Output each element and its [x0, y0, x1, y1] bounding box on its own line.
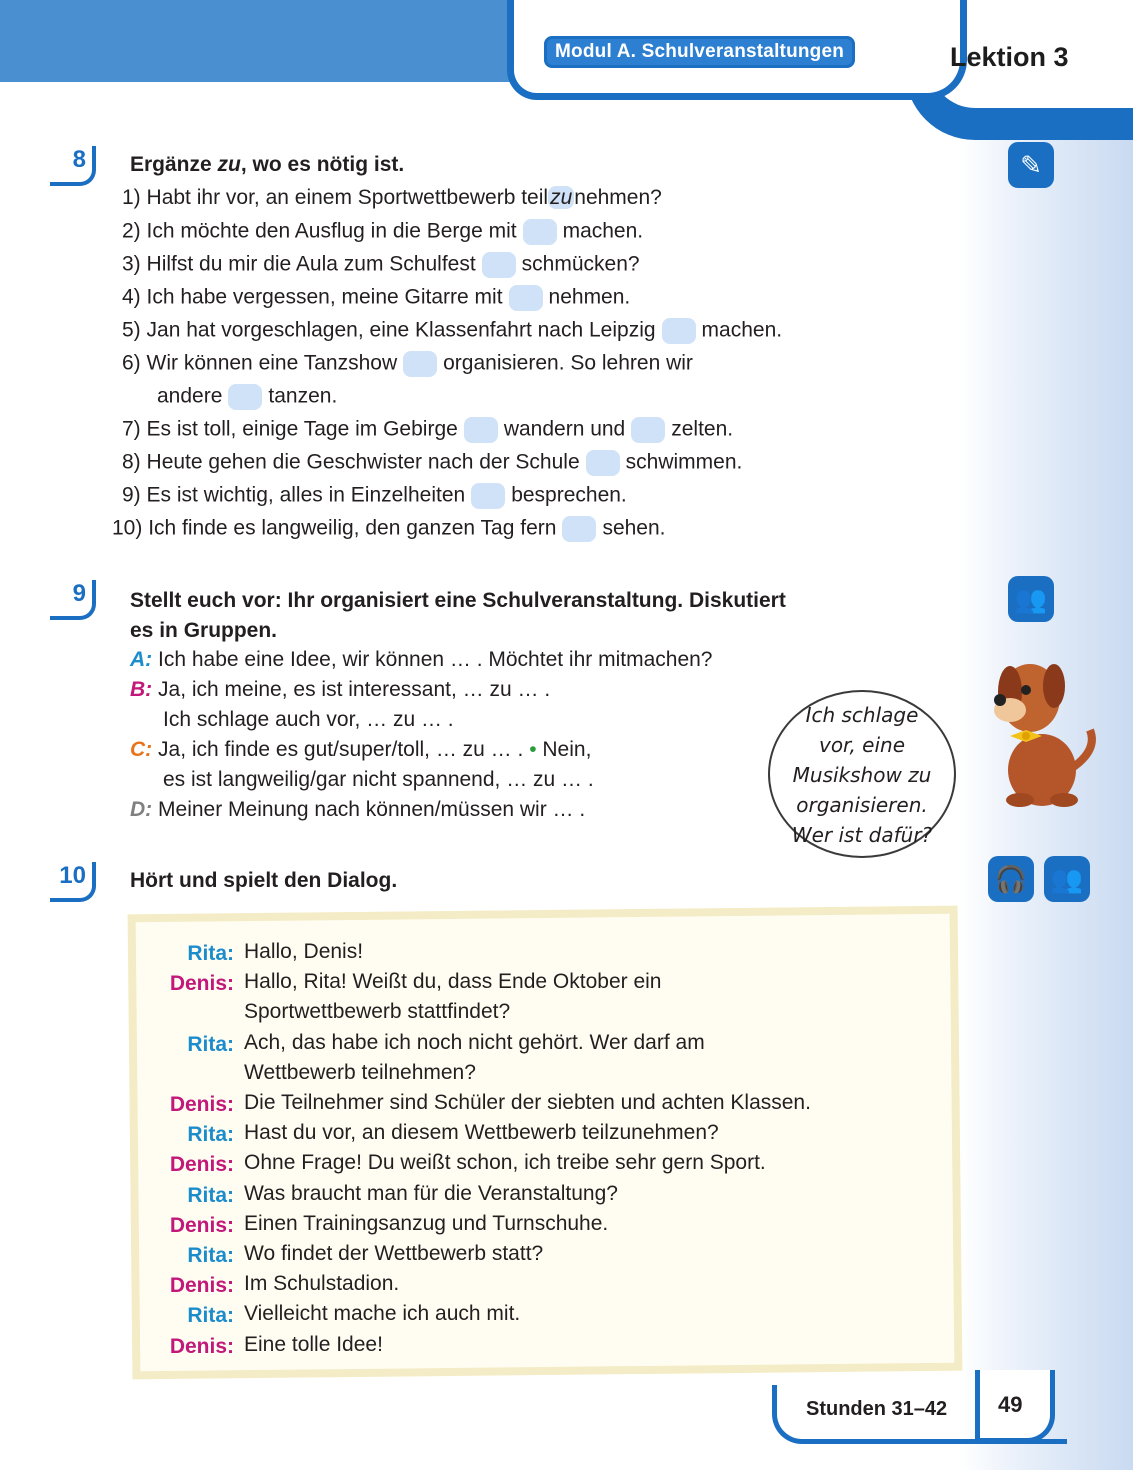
phrase-text: Nein,	[542, 738, 592, 761]
dialog-speaker: Denis:	[169, 1274, 234, 1298]
exercise-8-item	[122, 219, 643, 245]
phrase-text: Ja, ich meine, es ist interessant, … zu … .	[158, 678, 551, 701]
headphones-icon: 🎧	[988, 856, 1034, 902]
dialog-text: Eine tolle Idee!	[244, 1332, 383, 1356]
item-number: 5)	[122, 318, 141, 342]
exercise-8-number: 8	[50, 146, 96, 186]
answer-blank	[464, 417, 498, 443]
item-text: machen.	[562, 219, 644, 243]
page-number: 49	[998, 1392, 1023, 1417]
dialog-speaker: Denis:	[169, 1334, 234, 1358]
exercise-8-item	[157, 384, 337, 410]
item-number: 1)	[122, 186, 141, 209]
dialog-text: Hallo, Denis!	[244, 940, 364, 963]
exercise-8-item	[122, 186, 662, 210]
dialog-speaker: Rita:	[187, 942, 234, 965]
bubble-line: organisieren.	[796, 793, 928, 817]
dialog-speaker: Denis:	[169, 1213, 234, 1237]
speaker-label: C:	[130, 738, 153, 761]
item-text: Ich finde es langweilig, den ganzen Tag fern	[148, 516, 557, 540]
exercise-8-title-italic: zu	[217, 153, 241, 176]
item-number: 3)	[122, 252, 141, 276]
exercise-8-item	[122, 417, 733, 443]
item-text: Heute gehen die Geschwister nach der Schule	[146, 450, 580, 474]
exercise-9-phrase	[130, 678, 550, 702]
speaker-label: A:	[130, 648, 153, 671]
bubble-line: Musikshow zu	[792, 763, 932, 787]
dialog-speaker: Denis:	[169, 1093, 234, 1116]
bubble-line: Ich schlage	[805, 703, 919, 727]
exercise-8-title-pre: Ergänze	[130, 153, 218, 176]
exercise-9-title-line1: Stellt euch vor: Ihr organisiert eine Schulveranstaltung. Diskutiert	[130, 589, 786, 612]
dialog-speaker: Rita:	[187, 1244, 234, 1267]
exercise-9-phrase	[130, 648, 712, 672]
exercise-9-phrase	[163, 708, 454, 732]
item-text: Es ist wichtig, alles in Einzelheiten	[146, 483, 466, 507]
item-text: Hilfst du mir die Aula zum Schulfest	[146, 252, 476, 276]
dialog-text: Hallo, Rita! Weißt du, dass Ende Oktober ein	[244, 970, 662, 994]
speaker-label: B:	[130, 678, 153, 701]
answer-blank	[631, 417, 665, 443]
pencil-icon: ✎	[1008, 142, 1054, 188]
bubble-line: Wer ist dafür?	[791, 823, 933, 847]
item-text: nehmen.	[548, 285, 631, 309]
item-text: tanzen.	[268, 384, 338, 408]
exercise-8-item	[122, 318, 782, 344]
exercise-8-title-post: , wo es nötig ist.	[240, 153, 405, 176]
speech-bubble	[768, 690, 956, 858]
dialog-text: Sportwettbewerb stattfindet?	[244, 1000, 511, 1024]
item-text: zelten.	[671, 417, 734, 441]
answer-blank	[662, 318, 696, 344]
bullet-dot: •	[523, 738, 543, 761]
item-number: 7)	[122, 417, 141, 441]
dialog-speaker: Rita:	[187, 1304, 234, 1328]
item-number: 4)	[122, 285, 141, 309]
item-text: Ich möchte den Ausflug in die Berge mit	[146, 219, 517, 243]
filled-answer: zu	[550, 186, 573, 209]
item-text: wandern und	[503, 417, 626, 441]
item-text: Habt ihr vor, an einem Sportwettbewerb teil	[146, 186, 549, 209]
dialog-text: Ach, das habe ich noch nicht gehört. Wer darf am	[244, 1030, 705, 1054]
exercise-8-item	[122, 483, 627, 509]
item-text: Wir können eine Tanzshow	[146, 351, 398, 375]
item-text: organisieren. So lehren wir	[443, 351, 693, 375]
bubble-line: vor, eine	[818, 733, 905, 757]
phrase-text: Ja, ich finde es gut/super/toll, … zu … .	[158, 738, 524, 761]
exercise-9-phrase	[130, 738, 591, 762]
item-text: andere	[157, 384, 223, 408]
answer-blank	[228, 384, 262, 410]
dialog-speaker: Rita:	[187, 1123, 234, 1147]
answer-blank	[562, 516, 596, 542]
item-number: 2)	[122, 219, 141, 243]
dialog-text: Wo findet der Wettbewerb statt?	[244, 1242, 544, 1265]
exercise-8-item	[122, 285, 630, 311]
item-number: 9)	[122, 483, 141, 507]
answer-blank	[403, 351, 437, 377]
dialog-text: Einen Trainingsanzug und Turnschuhe.	[244, 1211, 609, 1235]
exercise-10-title: Hört und spielt den Dialog.	[130, 869, 398, 892]
phrase-text: es ist langweilig/gar nicht spannend, … zu … .	[163, 768, 594, 791]
exercise-8-item	[112, 516, 666, 542]
speaker-label: D:	[130, 798, 153, 821]
exercise-8-item	[122, 252, 640, 278]
exercise-9-phrase	[163, 768, 594, 792]
item-number: 6)	[122, 351, 141, 375]
phrase-text: Ich schlage auch vor, … zu … .	[163, 708, 454, 731]
dialog-text: Wettbewerb teilnehmen?	[244, 1060, 476, 1084]
dialog-text: Ohne Frage! Du weißt schon, ich treibe sehr gern Sport.	[244, 1151, 766, 1175]
item-text: Jan hat vorgeschlagen, eine Klassenfahrt nach Leipzig	[146, 318, 656, 342]
dialog-speaker: Rita:	[187, 1032, 234, 1056]
answer-blank	[586, 450, 620, 476]
item-number: 10)	[112, 516, 143, 540]
item-text: Es ist toll, einige Tage im Gebirge	[146, 417, 458, 441]
dialog-text: Die Teilnehmer sind Schüler der siebten und achten Klassen.	[244, 1091, 811, 1114]
item-text: besprechen.	[511, 483, 627, 507]
lektion-title: Lektion 3	[950, 42, 1069, 72]
dialog-speaker: Denis:	[169, 1153, 234, 1177]
item-text: schmücken?	[521, 252, 640, 276]
dialog-text: Im Schulstadion.	[244, 1272, 400, 1296]
dog-illustration	[980, 650, 1100, 810]
exercise-10-number: 10	[50, 862, 96, 902]
exercise-9-phrase	[130, 798, 585, 822]
answer-blank	[523, 219, 557, 245]
footer-hours: Stunden 31–42	[806, 1398, 948, 1420]
dialog-text: Hast du vor, an diesem Wettbewerb teilzunehmen?	[244, 1121, 719, 1145]
phrase-text: Ich habe eine Idee, wir können … . Möchtet ihr mitmachen?	[158, 648, 713, 671]
exercise-9-number: 9	[50, 580, 96, 620]
phrase-text: Meiner Meinung nach können/müssen wir … .	[158, 798, 586, 821]
item-text: nehmen?	[574, 186, 662, 209]
item-text: Ich habe vergessen, meine Gitarre mit	[146, 285, 503, 309]
item-text: sehen.	[602, 516, 666, 540]
item-text: machen.	[701, 318, 783, 342]
exercise-8-title	[130, 150, 404, 180]
answer-blank	[509, 285, 543, 311]
dialog-text: Was braucht man für die Veranstaltung?	[244, 1181, 618, 1205]
exercise-8-item	[122, 450, 742, 476]
dialog-speaker: Denis:	[169, 972, 234, 996]
group-icon: 👥	[1044, 856, 1090, 902]
answer-blank	[482, 252, 516, 278]
item-number: 8)	[122, 450, 141, 474]
header-band	[0, 0, 520, 82]
answer-blank	[471, 483, 505, 509]
group-icon: 👥	[1008, 576, 1054, 622]
modul-title: Modul A. Schulveranstaltungen	[544, 36, 855, 68]
exercise-9-title-line2: es in Gruppen.	[130, 619, 278, 642]
dialog-text: Vielleicht mache ich auch mit.	[244, 1302, 521, 1326]
exercise-8-item	[122, 351, 693, 377]
item-text: schwimmen.	[625, 450, 743, 474]
dialog-speaker: Rita:	[187, 1183, 234, 1207]
